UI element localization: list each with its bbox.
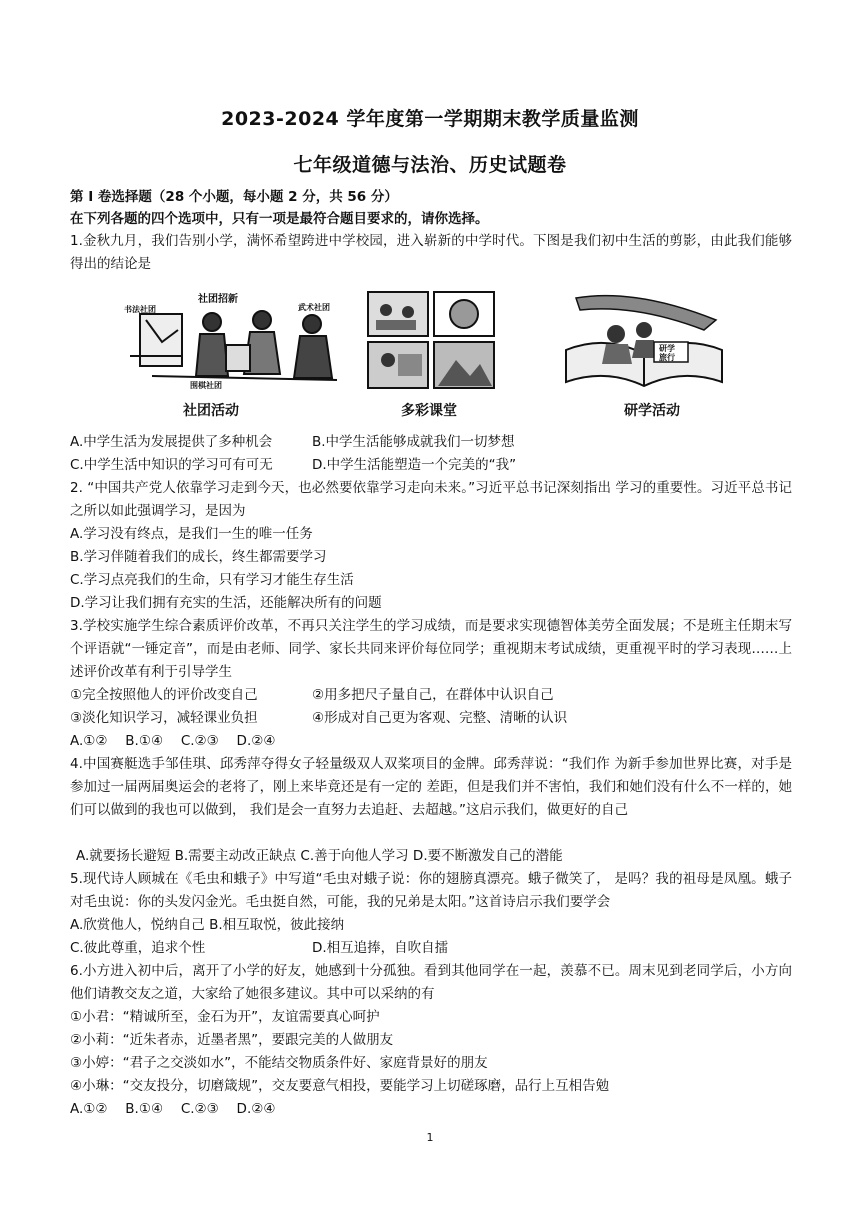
- q6-answer-choices: A.①② B.①④ C.②③ D.②④: [70, 1101, 276, 1117]
- q1-option-b: B.中学生活能够成就我们一切梦想: [312, 434, 515, 450]
- q1-picture-row: [0, 290, 860, 425]
- q6-item-1: ①小君：“精诚所至，金石为开”，友谊需要真心呵护: [70, 1009, 380, 1025]
- study-tour-image: [556, 290, 726, 390]
- exam-title: 2023-2024 学年度第一学期期末教学质量监测: [221, 108, 639, 130]
- q5-option-c: C.彼此尊重，追求个性: [70, 940, 206, 956]
- q6-items: [70, 1006, 792, 1121]
- q3-statements: [70, 684, 792, 753]
- q1-option-c: C.中学生活中知识的学习可有可无: [70, 457, 273, 473]
- q3-answer-choices: A.①② B.①④ C.②③ D.②④: [70, 733, 276, 749]
- q1-options: [70, 431, 792, 477]
- club-label-recruit: 社团招新: [198, 294, 238, 305]
- q6-stem: 6.小方进入初中后，离开了小学的好友，她感到十分孤独。看到其他同学在一起，羡慕不已。周末见到老同学后，小方向他们请教交友之道，大家给了她很多建议。其中可以采纳的有: [70, 963, 792, 1002]
- q3-statement-3: ③淡化知识学习，减轻课业负担: [70, 710, 258, 726]
- caption-club: 社团活动: [183, 403, 239, 419]
- q5-option-d: D.相互追捧，自吹自擂: [312, 940, 449, 956]
- q1-option-d: D.中学生活能塑造一个完美的“我”: [312, 457, 517, 473]
- q5-option-row-2: [70, 937, 792, 960]
- q2-stem: 2. “中国共产党人依靠学习走到今天，也必然要依靠学习走向未来。”习近平总书记深刻指出 学习的重要性。习近平总书记之所以如此强调学习，是因为: [70, 480, 792, 519]
- q4-stem: 4.中国赛艇选手邹佳琪、邱秀萍夺得女子轻量级双人双桨项目的金牌。邱秀萍说：“我们作 为新手参加世界比赛，对手是参加过一届两届奥运会的老将了，刚上来毕竟还是有一定的 差距，但是我们并不害怕，我们和她们没有什么不一样的，她们可以做到的我也可以做到， 我们是会一直努力去追赶、去超越。”这启示我们，做更好的自己: [70, 756, 792, 818]
- q2-option-b: B.学习伴随着我们的成长，终生都需要学习: [70, 549, 327, 565]
- section-heading: 第 I 卷选择题（28 个小题，每小题 2 分，共 56 分）: [70, 189, 398, 205]
- club-label-calligraphy: 书法社团: [124, 305, 156, 314]
- q3-statement-row-2: [70, 707, 792, 730]
- q6-item-4: ④小琳：“交友投分，切磨箴规”，交友要意气相投，要能学习上切磋琢磨，品行上互相告勉: [70, 1078, 610, 1094]
- tour-label-lvxing: 旅行: [659, 353, 675, 362]
- q1-option-a: A.中学生活为发展提供了多种机会: [70, 434, 273, 450]
- q4-answer-choices: [76, 845, 798, 868]
- classroom-image: [366, 290, 496, 390]
- q2-option-a: A.学习没有终点，是我们一生的唯一任务: [70, 526, 313, 542]
- q3-statement-1: ①完全按照他人的评价改变自己: [70, 687, 258, 703]
- club-label-martial: 武术社团: [298, 303, 330, 312]
- q4-answers-line: A.就要扬长避短 B.需要主动改正缺点 C.善于向他人学习 D.要不断激发自己的潜能: [76, 848, 563, 864]
- q6-item-3: ③小婷：“君子之交淡如水”，不能结交物质条件好、家庭背景好的朋友: [70, 1055, 488, 1071]
- q3-stem: 3.学校实施学生综合素质评价改革，不再只关注学生的学习成绩，而是要求实现德智体美劳全面发展；不是班主任期末写个评语就“一锤定音”，而是由老师、同学、家长共同来评价每位同学；重视期末考试成绩，更重视平时的学习表现……上述评价改革有利于引导学生: [70, 618, 792, 680]
- q1-stem: 1.金秋九月，我们告别小学，满怀希望跨进中学校园，进入崭新的中学时代。下图是我们初中生活的剪影，由此我们能够得出的结论是: [70, 233, 792, 272]
- club-activity-image: [122, 290, 350, 390]
- q2-option-d: D.学习让我们拥有充实的生活，还能解决所有的问题: [70, 595, 382, 611]
- q5-options: [70, 914, 792, 960]
- q1-option-row-2: [70, 454, 792, 477]
- club-label-weiqi: 围棋社团: [190, 381, 222, 390]
- section-instruction: 在下列各题的四个选项中，只有一项是最符合题目要求的，请你选择。: [70, 211, 489, 227]
- caption-classroom: 多彩课堂: [401, 403, 457, 419]
- caption-study-tour: 研学活动: [624, 403, 680, 419]
- q3-statement-row-1: [70, 684, 792, 707]
- q2-option-c: C.学习点亮我们的生命，只有学习才能生存生活: [70, 572, 354, 588]
- q5-options-line-1: A.欣赏他人，悦纳自己 B.相互取悦，彼此接纳: [70, 917, 345, 933]
- q6-item-2: ②小莉：“近朱者赤，近墨者黑”，要跟完美的人做朋友: [70, 1032, 394, 1048]
- q3-statement-2: ②用多把尺子量自己，在群体中认识自己: [312, 687, 554, 703]
- q5-stem: 5.现代诗人顾城在《毛虫和蛾子》中写道“毛虫对蛾子说：你的翅膀真漂亮。蛾子微笑了， 是吗？我的祖母是凤凰。蛾子对毛虫说：你的头发闪金光。毛虫挺自然，可能，我的兄弟是太阳。”这首诗启示我们要学会: [70, 871, 792, 910]
- q3-statement-4: ④形成对自己更为客观、完整、清晰的认识: [312, 710, 568, 726]
- q1-option-row-1: [70, 431, 792, 454]
- page-number: 1: [426, 1131, 434, 1144]
- exam-subtitle: 七年级道德与法治、历史试题卷: [293, 154, 567, 176]
- tour-label-yanxue: 研学: [659, 344, 675, 353]
- q2-options: [70, 523, 792, 615]
